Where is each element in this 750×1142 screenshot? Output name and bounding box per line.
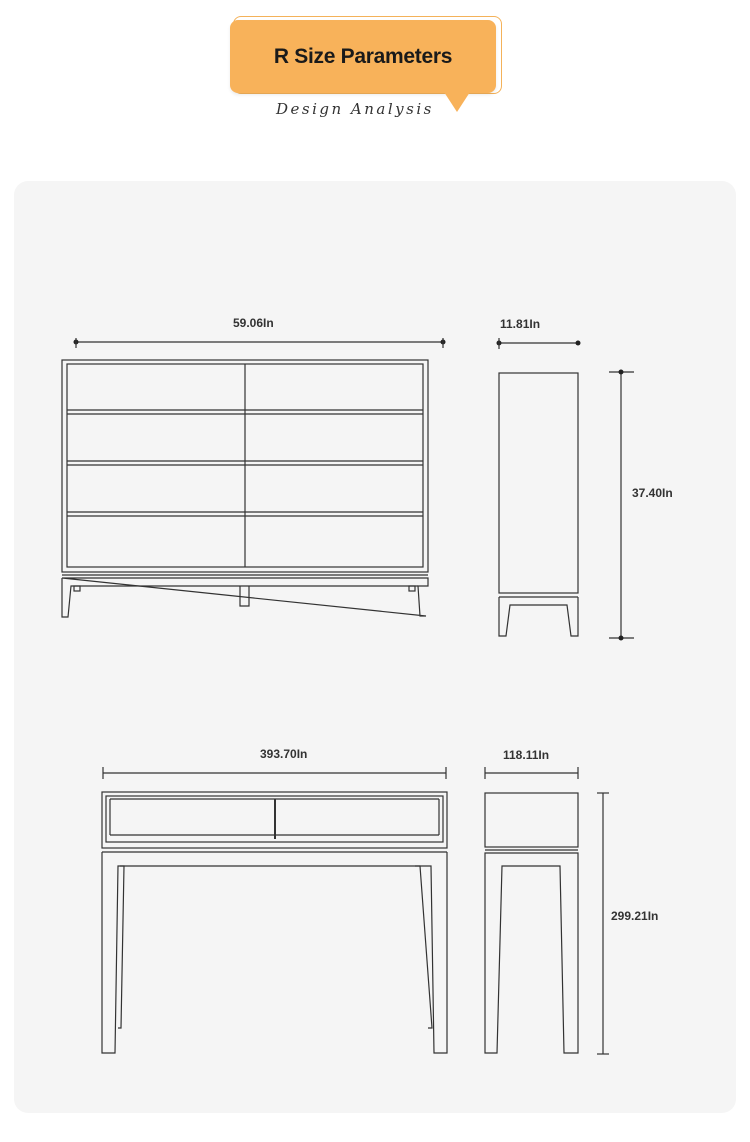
console-leg-detail bbox=[415, 866, 432, 1028]
console-leg-detail bbox=[118, 866, 124, 1028]
dresser-foot-detail bbox=[74, 586, 80, 591]
dresser-side-body bbox=[499, 373, 578, 593]
console-width-label: 393.70In bbox=[260, 747, 308, 761]
dimension-endpoint bbox=[619, 370, 624, 375]
dresser-middle-leg bbox=[240, 586, 249, 606]
console-front-view bbox=[102, 767, 447, 1053]
dimension-endpoint bbox=[619, 636, 624, 641]
console-height-label: 299.21In bbox=[611, 909, 659, 923]
dresser-base-frame bbox=[62, 578, 428, 616]
console-side-drawer-box bbox=[485, 793, 578, 847]
dresser-foot-detail bbox=[409, 586, 415, 591]
dresser-width-label: 59.06In bbox=[233, 316, 274, 330]
dimension-endpoint bbox=[576, 341, 581, 346]
console-depth-label: 118.11In bbox=[503, 748, 550, 762]
console-side-view bbox=[485, 767, 609, 1054]
dresser-side-legs bbox=[499, 597, 578, 636]
dresser-depth-label: 11.81In bbox=[500, 317, 541, 331]
page-title: R Size Parameters bbox=[273, 45, 453, 68]
console-side-legs bbox=[485, 853, 578, 1053]
console-legs-frame bbox=[102, 852, 447, 1053]
dresser-side-view bbox=[497, 338, 635, 641]
dresser-front-view bbox=[62, 338, 446, 617]
dresser-height-label: 37.40In bbox=[632, 486, 673, 500]
page-subtitle: Design Analysis bbox=[276, 100, 434, 118]
